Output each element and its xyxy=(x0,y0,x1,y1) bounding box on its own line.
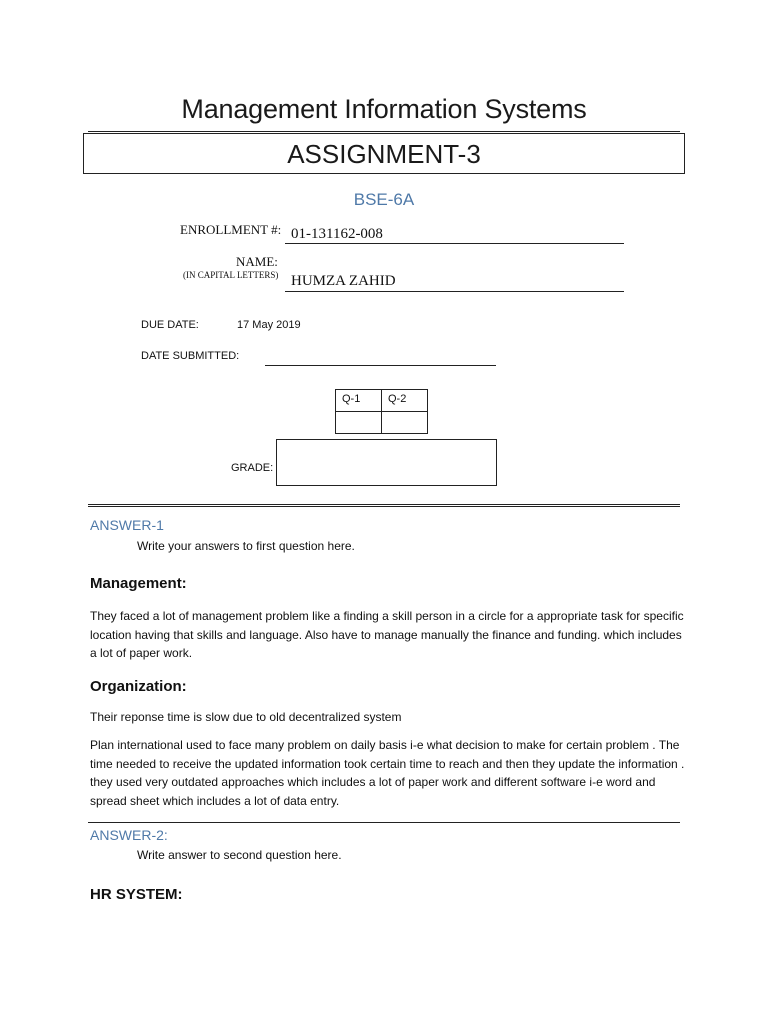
answer-divider xyxy=(88,822,680,823)
due-date-value: 17 May 2019 xyxy=(237,319,301,331)
answer2-heading: ANSWER-2: xyxy=(90,827,168,843)
grade-label: GRADE: xyxy=(231,462,274,474)
enrollment-label: ENROLLMENT #: xyxy=(180,222,282,237)
name-value: HUMZA ZAHID xyxy=(291,273,396,289)
course-title: Management Information Systems xyxy=(181,94,587,124)
enrollment-value: 01-131162-008 xyxy=(291,226,383,242)
answer1-instruction: Write your answers to first question here. xyxy=(137,539,355,553)
date-submitted-label: DATE SUBMITTED: xyxy=(141,350,240,362)
management-heading: Management: xyxy=(90,575,187,592)
q2-header: Q-2 xyxy=(382,390,428,412)
answer1-heading: ANSWER-1 xyxy=(90,517,164,533)
header-divider xyxy=(88,504,680,507)
title-rule xyxy=(88,131,680,132)
q1-score-cell xyxy=(336,412,382,434)
date-submitted-underline xyxy=(265,365,496,366)
hr-system-heading: HR SYSTEM: xyxy=(90,886,183,903)
enrollment-underline xyxy=(285,243,624,244)
organization-line: Their reponse time is slow due to old decentralized system xyxy=(90,710,402,724)
answer2-instruction: Write answer to second question here. xyxy=(137,848,342,862)
due-date-label: DUE DATE: xyxy=(141,319,199,331)
organization-heading: Organization: xyxy=(90,678,187,695)
grade-box xyxy=(276,439,497,486)
section-label: BSE-6A xyxy=(353,190,415,209)
question-grade-table xyxy=(335,389,428,434)
q1-header: Q-1 xyxy=(336,390,382,412)
organization-paragraph: Plan international used to face many problem on daily basis i-e what decision to make for certain problem . The time needed to receive the updated information took certain time to reach and then they update the information . they used very outdated approaches which includes a lot of paper work and different software i-e word and spread sheet which includes a lot of data entry. xyxy=(90,738,685,809)
name-label: NAME: xyxy=(236,254,278,269)
name-underline xyxy=(285,291,624,292)
assignment-title: ASSIGNMENT-3 xyxy=(83,133,685,174)
management-paragraph: They faced a lot of management problem like a finding a skill person in a circle for a appropriate task for specific location having that skills and language. Also have to manage manually the finance and funding. which includes a lot of paper work. xyxy=(90,609,684,661)
q2-score-cell xyxy=(382,412,428,434)
name-note: (IN CAPITAL LETTERS) xyxy=(183,270,279,280)
